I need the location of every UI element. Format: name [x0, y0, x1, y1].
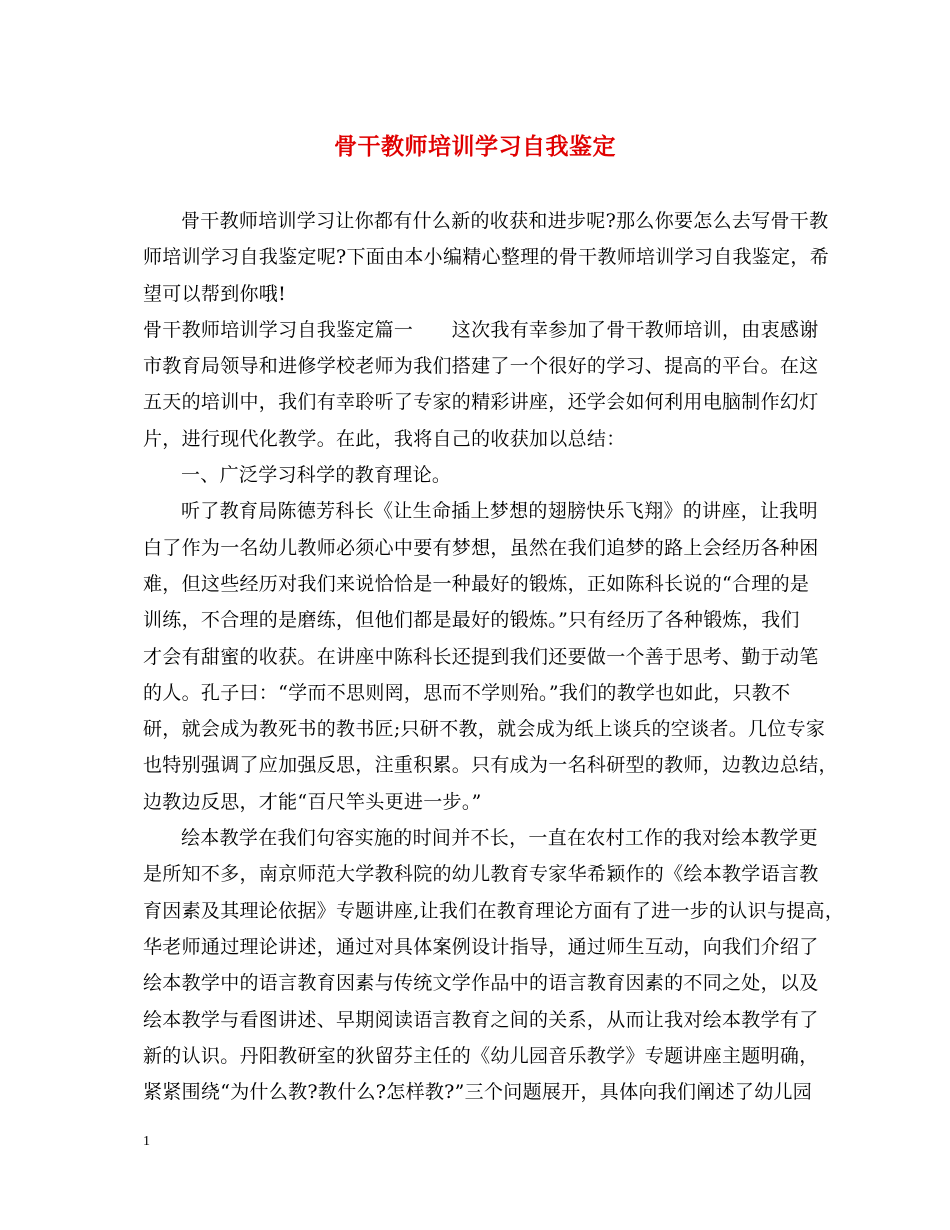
text-line: 边教边反思，才能“百尺竿头更进一步。” — [143, 790, 482, 813]
text-line: 白了作为一名幼儿教师必须心中要有梦想，虽然在我们追梦的路上会经历各种困 — [143, 536, 819, 559]
text-line: 研，就会成为教死书的教书匠;只研不教，就会成为纸上谈兵的空谈者。几位专家 — [143, 718, 826, 741]
text-line: 绘本教学与看图讲述、早期阅读语言教育之间的关系，从而让我对绘本教学有了 — [143, 1008, 819, 1031]
text-line: 骨干教师培训学习让你都有什么新的收获和进步呢?那么你要怎么去写骨干教 — [181, 210, 829, 232]
text-line: 听了教育局陈德芳科长《让生命插上梦想的翅膀快乐飞翔》的讲座，让我明 — [181, 500, 818, 523]
text-line: 育因素及其理论依据》专题讲座,让我们在教育理论方面有了进一步的认识与提高， — [143, 899, 845, 922]
text-line: 五天的培训中，我们有幸聆听了专家的精彩讲座，还学会如何利用电脑制作幻灯 — [143, 391, 819, 414]
document-body — [143, 203, 845, 1110]
text-line: 市教育局领导和进修学校老师为我们搭建了一个很好的学习、提高的平台。在这 — [143, 355, 819, 378]
text-line: 绘本教学中的语言教育因素与传统文学作品中的语言教育因素的不同之处，以及 — [143, 972, 819, 995]
text-line: 华老师通过理论讲述，通过对具体案例设计指导，通过师生互动，向我们介绍了 — [143, 935, 819, 958]
subheading-line: 一、广泛学习科学的教育理论。 — [181, 464, 452, 487]
text-line: 绘本教学在我们句容实施的时间并不长，一直在农村工作的我对绘本教学更 — [181, 827, 818, 850]
text-line: 是所知不多，南京师范大学教科院的幼儿教育专家华希颖作的《绘本教学语言教 — [143, 863, 819, 886]
text-line: 师培训学习自我鉴定呢?下面由本小编精心整理的骨干教师培训学习自我鉴定，希 — [143, 246, 829, 269]
page-number: 1 — [143, 1134, 150, 1149]
text-line: 片，进行现代化教学。在此，我将自己的收获加以总结： — [143, 427, 626, 450]
text-line: 新的认识。丹阳教研室的狄留芬主任的《幼儿园音乐教学》专题讲座主题明确， — [143, 1044, 819, 1067]
text-line: 望可以帮到你哦! — [143, 282, 287, 305]
text-line: 难，但这些经历对我们来说恰恰是一种最好的锻炼，正如陈科长说的“合理的是 — [143, 572, 810, 595]
document-title: 骨干教师培训学习自我鉴定 — [334, 133, 616, 160]
text-line: 训练，不合理的是磨练，但他们都是最好的锻炼。”只有经历了各种锻炼，我们 — [143, 609, 800, 632]
text-line: 的人。孔子曰：“学而不思则罔，思而不学则殆。”我们的教学也如此，只教不 — [143, 681, 791, 704]
section-heading-line: 骨干教师培训学习自我鉴定篇一 这次我有幸参加了骨干教师培训，由衷感谢 — [143, 318, 819, 341]
text-line: 才会有甜蜜的收获。在讲座中陈科长还提到我们还要做一个善于思考、勤于动笔 — [143, 645, 819, 668]
text-line: 紧紧围绕“为什么教?教什么?怎样教?”三个问题展开，具体向我们阐述了幼儿园 — [143, 1081, 813, 1104]
text-line: 也特别强调了应加强反思，注重积累。只有成为一名科研型的教师，边教边总结， — [143, 754, 838, 777]
